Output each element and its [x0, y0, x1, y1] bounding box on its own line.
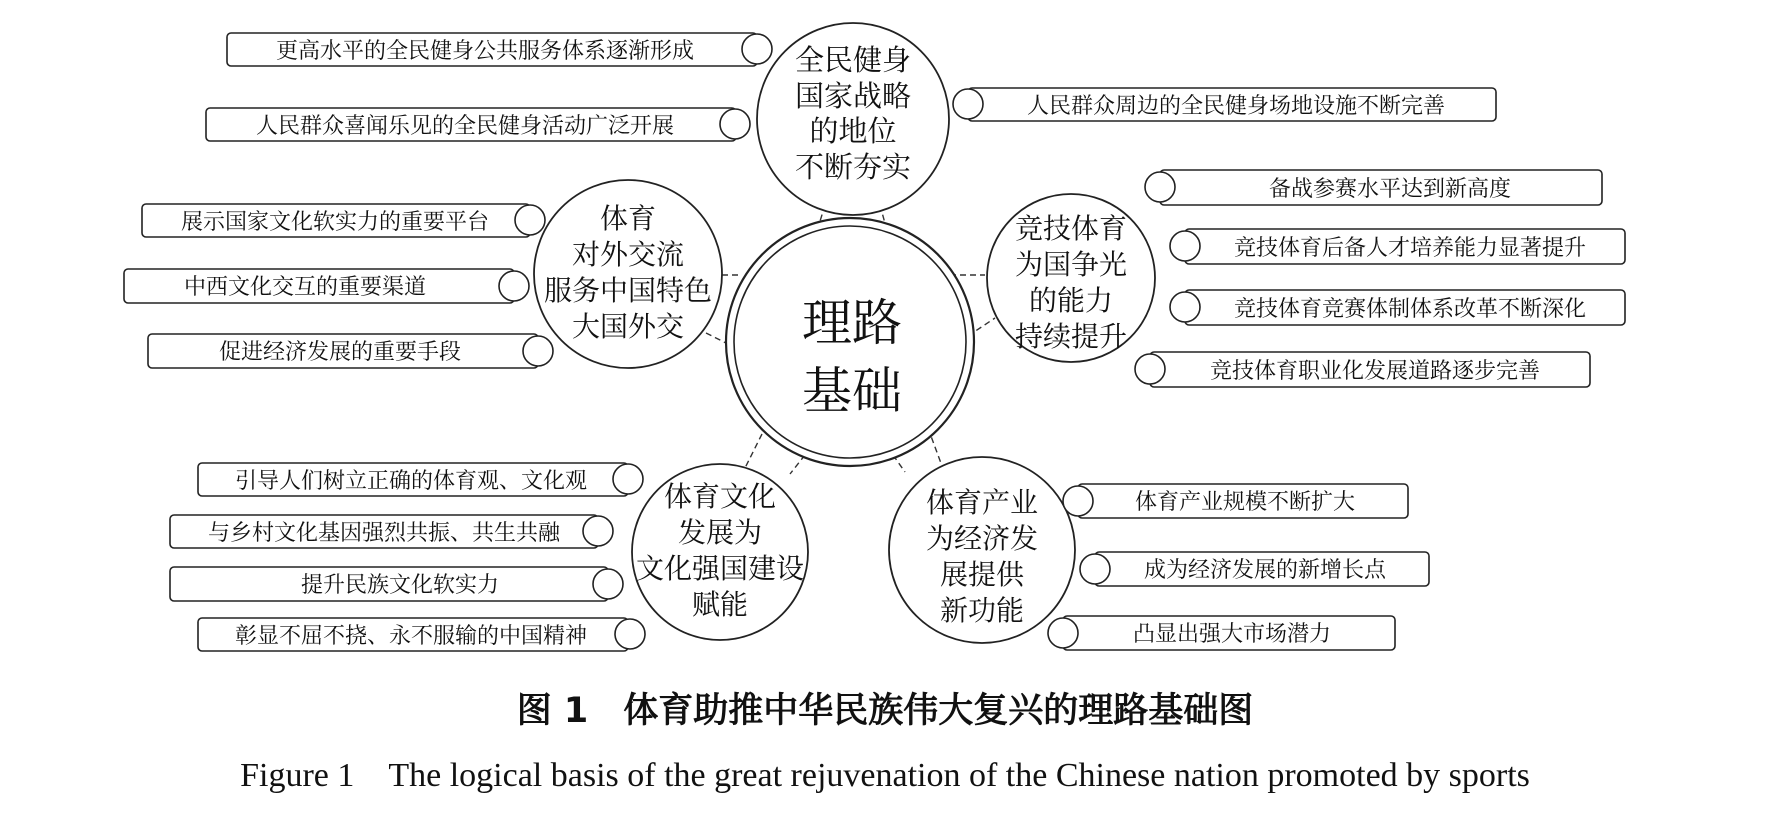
- item-text: 体育产业规模不断扩大: [1134, 490, 1356, 515]
- item-text: 促进经济发展的重要手段: [218, 340, 462, 365]
- item-text: 引导人们树立正确的体育观、文化观: [234, 469, 588, 494]
- center-node: [726, 218, 974, 466]
- node-competitive: [987, 194, 1155, 362]
- item-box: [148, 334, 553, 368]
- figure-caption-en: Figure 1 The logical basis of the great rejuvenation of the Chinese nation promoted by sports: [240, 757, 1530, 794]
- item-box: [1170, 290, 1625, 325]
- node-industry-line-2: 为经济发: [925, 522, 1039, 555]
- node-fitness-line-2: 国家战略: [794, 79, 912, 113]
- item-box: [1080, 552, 1429, 586]
- item-box: [1063, 484, 1408, 518]
- center-label-line-2: 基础: [802, 362, 902, 420]
- node-culture-line-2: 发展为: [677, 516, 763, 549]
- connector-culture-right: [790, 455, 805, 474]
- node-fitness-line-1: 全民健身: [794, 43, 912, 77]
- node-exchange-line-4: 大国外交: [571, 310, 685, 343]
- node-competitive-line-3: 的能力: [1028, 284, 1114, 317]
- node-industry-line-1: 体育产业: [925, 486, 1039, 519]
- item-text: 提升民族文化软实力: [300, 573, 500, 598]
- item-text: 彰显不屈不挠、永不服输的中国精神: [234, 624, 588, 649]
- item-text: 竞技体育后备人才培养能力显著提升: [1233, 236, 1587, 261]
- item-box: [198, 463, 643, 496]
- item-box: [206, 108, 750, 141]
- item-box: [198, 618, 645, 651]
- node-exchange: [534, 180, 722, 368]
- node-culture-line-1: 体育文化: [663, 480, 777, 513]
- item-text: 更高水平的全民健身公共服务体系逐渐形成: [275, 39, 695, 64]
- node-fitness-line-4: 不断夯实: [794, 150, 912, 184]
- center-label-line-1: 理路: [802, 294, 902, 352]
- figure-caption-cn: 图 1 体育助推中华民族伟大复兴的理路基础图: [516, 691, 1254, 731]
- item-box: [1048, 616, 1395, 650]
- node-exchange-line-3: 服务中国特色: [543, 274, 713, 307]
- item-box: [953, 88, 1496, 121]
- item-text: 备战参赛水平达到新高度: [1268, 177, 1512, 202]
- node-culture: [632, 464, 808, 640]
- item-box: [124, 269, 529, 303]
- item-box: [1170, 229, 1625, 264]
- node-industry-line-4: 新功能: [939, 594, 1025, 627]
- item-text: 与乡村文化基因强烈共振、共生共融: [207, 521, 561, 546]
- node-fitness-line-3: 的地位: [809, 114, 897, 148]
- item-text: 人民群众喜闻乐见的全民健身活动广泛开展: [255, 114, 675, 139]
- node-industry-line-3: 展提供: [939, 558, 1025, 591]
- item-text: 人民群众周边的全民健身场地设施不断完善: [1026, 94, 1446, 119]
- node-exchange-line-1: 体育: [599, 202, 657, 235]
- item-text: 展示国家文化软实力的重要平台: [180, 210, 490, 235]
- item-text: 中西文化交互的重要渠道: [183, 275, 427, 300]
- item-text: 凸显出强大市场潜力: [1132, 622, 1332, 647]
- node-industry: [889, 457, 1075, 643]
- item-text: 成为经济发展的新增长点: [1143, 558, 1387, 583]
- item-box: [1135, 352, 1590, 387]
- node-fitness: [757, 23, 949, 215]
- node-competitive-line-1: 竞技体育: [1014, 212, 1128, 245]
- node-competitive-line-4: 持续提升: [1014, 320, 1128, 353]
- item-box: [142, 204, 545, 237]
- node-culture-line-3: 文化强国建设: [635, 552, 805, 585]
- node-competitive-line-2: 为国争光: [1014, 248, 1128, 281]
- item-text: 竞技体育职业化发展道路逐步完善: [1209, 359, 1541, 384]
- item-text: 竞技体育竞赛体制体系改革不断深化: [1233, 297, 1587, 322]
- item-box: [170, 515, 613, 548]
- item-box: [170, 567, 623, 601]
- node-culture-line-4: 赋能: [691, 588, 749, 621]
- node-exchange-line-2: 对外交流: [571, 238, 685, 271]
- item-box: [227, 33, 772, 66]
- item-box: [1145, 170, 1602, 205]
